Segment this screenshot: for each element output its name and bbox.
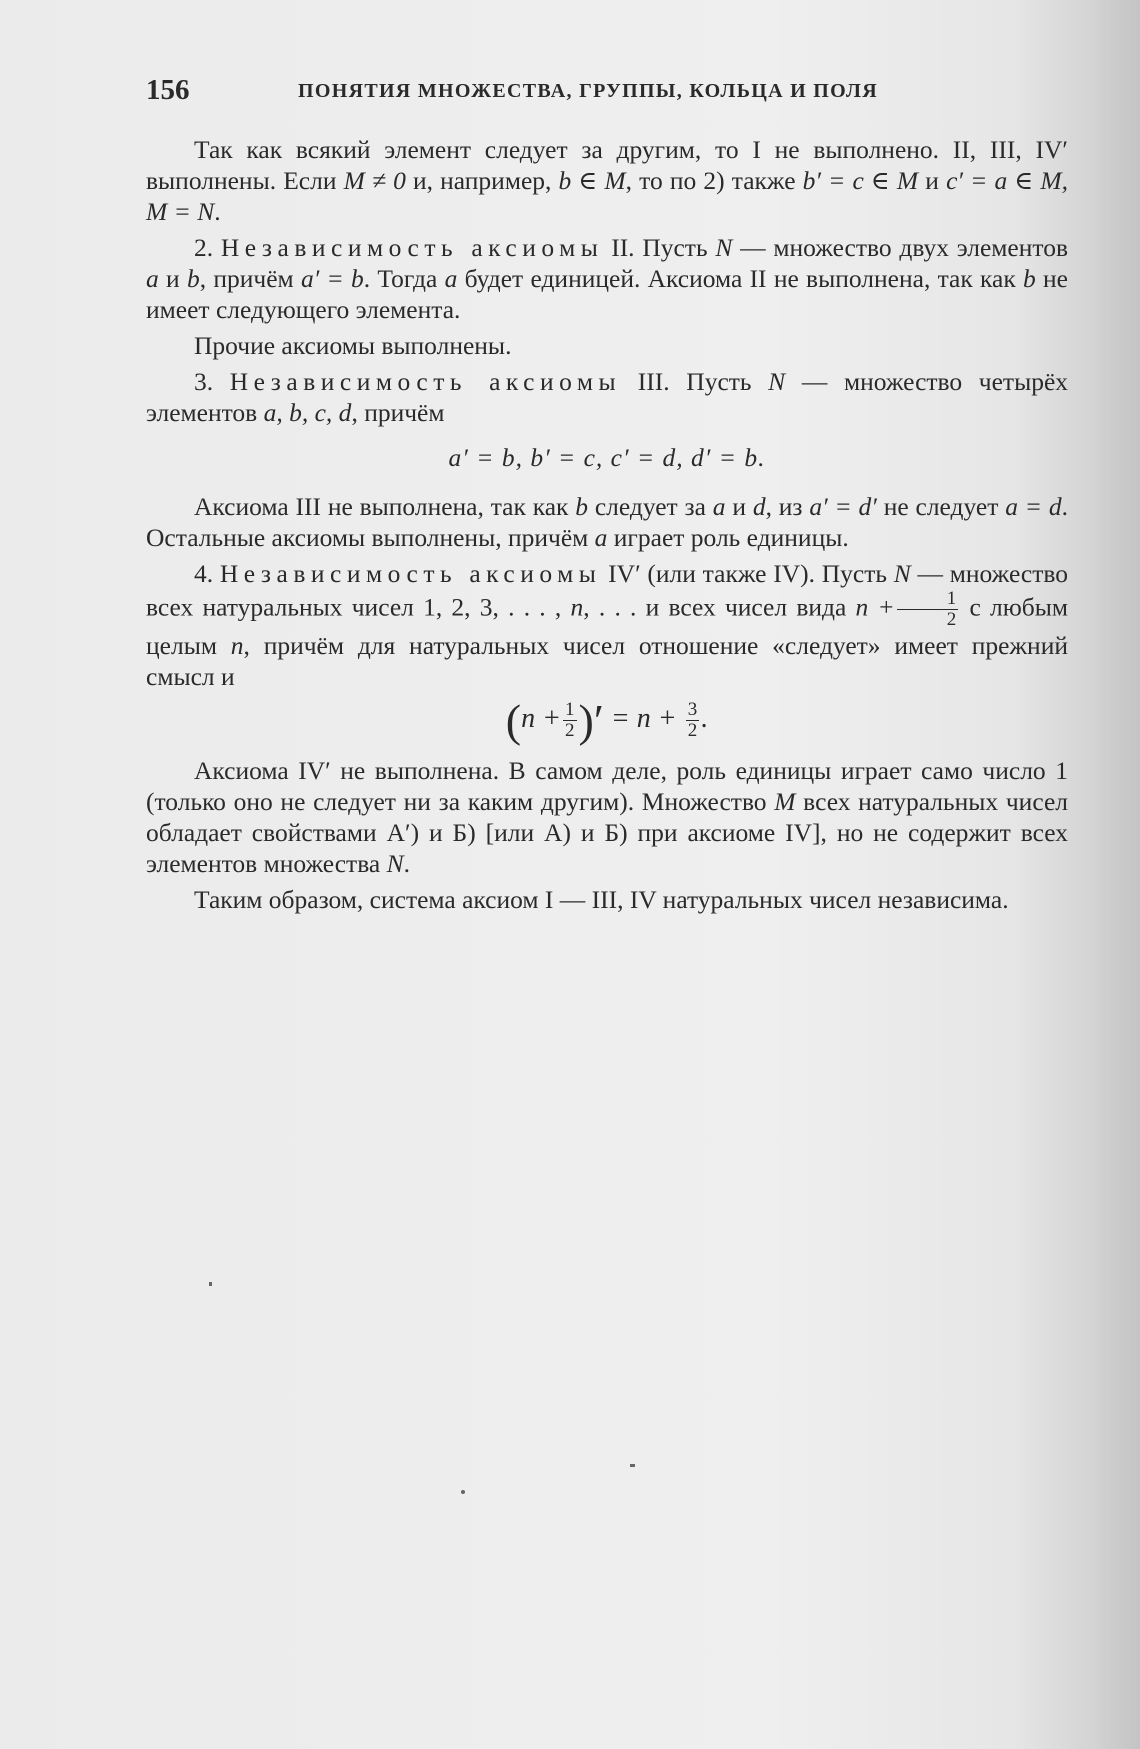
- paren-open: (: [505, 695, 522, 746]
- paragraph-4: [146, 366, 1068, 428]
- page-header: [146, 74, 1066, 110]
- display-formula-2: [146, 695, 1068, 746]
- text-run: 3.: [194, 367, 230, 396]
- section-heading: Независимость аксиомы: [229, 367, 622, 396]
- math: b: [575, 492, 588, 521]
- text-run: . Тогда: [363, 264, 445, 293]
- paragraph-8: Таким образом, система аксиом I — III, IV натуральных чисел независима.: [194, 885, 1009, 914]
- running-head: ПОНЯТИЯ МНОЖЕСТВА, ГРУППЫ, КОЛЬЦА И ПОЛЯ: [298, 80, 878, 102]
- math: n: [230, 631, 244, 660]
- math: N: [715, 233, 733, 262]
- text-run: — множество четырёх элементов: [146, 367, 1069, 427]
- text-run: Аксиома III не выполнена, так как: [194, 492, 576, 521]
- math: a′ = d′: [809, 492, 877, 521]
- text-run: Аксиома IV′ не выполнена. В самом деле, роль единицы играет само число 1 (только оно не следует ни за каким другим). Множество: [146, 756, 1068, 816]
- text-run: не имеет следующего элемента.: [146, 264, 1069, 324]
- fraction-denominator: 2: [565, 720, 575, 741]
- text-run: .: [403, 849, 410, 878]
- text-run: , из: [765, 492, 810, 521]
- fraction-numerator: 3: [687, 699, 698, 720]
- math: n +: [521, 702, 562, 734]
- text-run: . Остальные аксиомы выполнены, причём: [146, 492, 1068, 552]
- text-run: II. Пусть: [603, 233, 716, 262]
- text-run: III. Пусть: [621, 367, 769, 396]
- math: a: [712, 492, 726, 521]
- page-number: 156: [146, 74, 190, 106]
- math: N: [768, 367, 786, 396]
- math: N: [893, 559, 911, 588]
- text-run: — множество всех натуральных чисел 1, 2, 3, . . . ,: [146, 559, 1068, 622]
- math: M ≠ 0: [343, 166, 406, 195]
- math: N: [386, 849, 404, 878]
- fraction: [563, 700, 577, 741]
- text-run: IV′ (или также IV). Пусть: [601, 559, 894, 588]
- text-run: будет единицей. Аксиома II не выполнена, так как: [457, 264, 1024, 293]
- print-speck: [461, 1490, 465, 1494]
- text-run: и, например,: [405, 166, 559, 195]
- text-run: всех натуральных чисел обладает свойствами А′) и Б) [или А) и Б) при аксиоме IV], но не содержит всех элементов множества: [146, 787, 1068, 878]
- math: c′ = a ∈ M, M = N: [146, 166, 1068, 226]
- text-run: 4.: [194, 559, 220, 588]
- paragraph-1: [146, 134, 1068, 227]
- body-text: [146, 134, 1068, 920]
- text-run: , . . . и всех чисел вида: [583, 592, 856, 622]
- math: M: [774, 787, 796, 816]
- math: b ∈ M: [558, 166, 626, 195]
- text-run: , причём для натуральных чисел отношение «следует» имеет прежний смысл и: [146, 631, 1068, 691]
- text-run: не следует: [876, 492, 1006, 521]
- text-run: и: [158, 264, 187, 293]
- math: d: [752, 492, 766, 521]
- print-speck: [630, 1464, 635, 1467]
- math: b: [186, 264, 200, 293]
- fraction-numerator: 1: [565, 699, 575, 720]
- math: n +: [855, 592, 895, 622]
- math: .: [701, 702, 709, 734]
- math: a: [594, 523, 608, 552]
- paragraph-6: [146, 558, 1068, 692]
- display-formula-1: a′ = b, b′ = c, c′ = d, d′ = b.: [448, 443, 766, 472]
- text-run: Так как всякий элемент следует за другим, то I не выполнено. II, III, IV′ выполнены. Если: [146, 135, 1068, 195]
- math: a, b, c, d: [263, 398, 352, 427]
- text-run: и: [918, 166, 947, 195]
- text-run: следует за: [588, 492, 713, 521]
- text-run: с любым целым: [146, 592, 1068, 660]
- text-run: , причём: [351, 398, 445, 427]
- math: a′ = b: [300, 264, 364, 293]
- section-heading: Независимость аксиомы: [220, 233, 604, 262]
- text-run: .: [214, 197, 221, 226]
- math: b′ = c ∈ M: [802, 166, 919, 195]
- text-run: и: [725, 492, 753, 521]
- text-run: играет роль единицы.: [607, 523, 849, 552]
- fraction: [686, 700, 700, 741]
- math: a: [444, 264, 458, 293]
- math: n: [570, 592, 584, 622]
- text-run: , причём: [199, 264, 301, 293]
- math: a = d: [1005, 492, 1062, 521]
- math: a: [146, 264, 159, 293]
- paragraph-5: [146, 491, 1068, 553]
- math: = n +: [603, 702, 684, 734]
- fraction-denominator: 2: [687, 720, 698, 741]
- paragraph-2: [146, 232, 1068, 325]
- section-heading: Независимость аксиомы: [219, 559, 602, 588]
- text-run: 2.: [194, 233, 221, 262]
- fraction-denominator: 2: [946, 609, 957, 630]
- paragraph-7: [146, 755, 1068, 879]
- paren-close: )′: [578, 695, 604, 746]
- print-speck: [209, 1282, 212, 1286]
- fraction: [897, 589, 959, 630]
- text-run: , то по 2) также: [625, 166, 803, 195]
- paragraph-3: Прочие аксиомы выполнены.: [194, 331, 512, 360]
- text-run: — множество двух элементов: [732, 233, 1068, 262]
- math: b: [1023, 264, 1036, 293]
- page-edge-shadow: [1100, 0, 1140, 1749]
- fraction-numerator: 1: [897, 589, 959, 610]
